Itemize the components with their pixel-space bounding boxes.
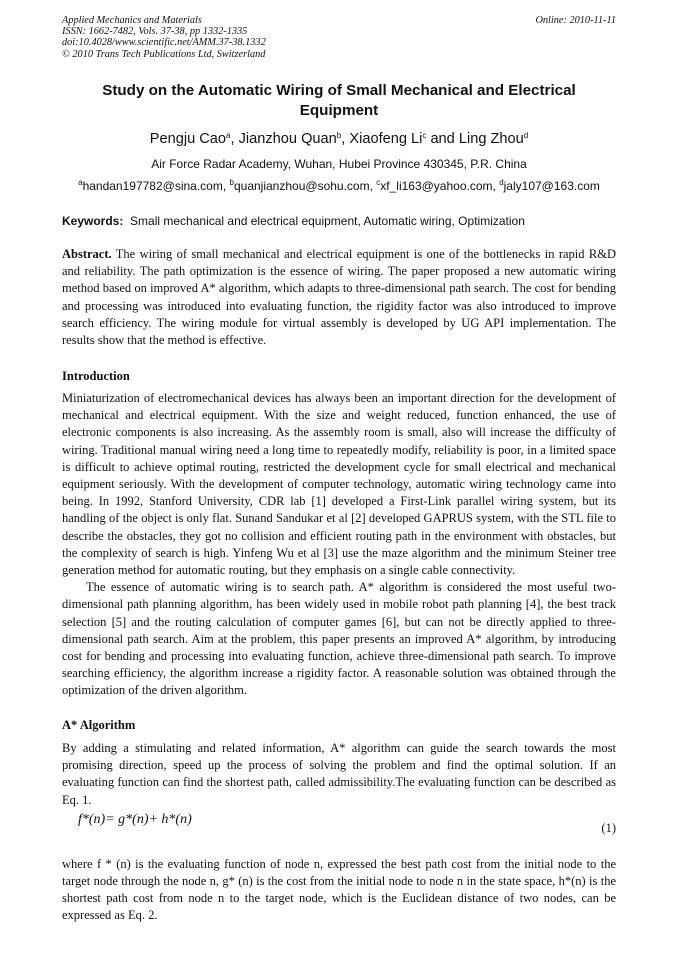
journal-name: Applied Mechanics and Materials [62, 15, 202, 26]
author-sup: c [422, 131, 427, 140]
equation-number: (1) [601, 821, 616, 835]
author-name: Ling Zhou [458, 131, 524, 147]
keywords-label: Keywords: [62, 214, 124, 228]
paragraph: The essence of automatic wiring is to search path. A* algorithm is considered the most useful two-dimensional path planning algorithm, has been widely used in mobile robot path planning [4], the best track selection [5] and the routing calculation of computer games [6], but can not be directly applied to three-dimensional path search. Aim at the problem, this paper presents an improved A* algorithm, by introducing cost for bending and processing into evaluating function, achieve three-dimensional path search. To improve searching efficiency, the algorithm increase a rigidity factor. A reasonable solution was obtained through the optimization of the driven algorithm. [62, 580, 616, 698]
email-sup: d [499, 178, 504, 187]
email-address[interactable]: quanjianzhou@sohu.com [233, 179, 370, 193]
email-address[interactable]: xf_li163@yahoo.com [380, 179, 493, 193]
email-address[interactable]: jaly107@163.com [503, 179, 600, 193]
section-heading-astar: A* Algorithm [62, 718, 136, 732]
abstract [62, 246, 616, 349]
email-list: $^a$handan197782@sina.com, $^b$quanjianzhou@sohu.com, $^c$xf_li163@yahoo.com, $^d$jaly107@163.com [78, 178, 600, 193]
keywords-text: Small mechanical and electrical equipment, Automatic wiring, Optimization [130, 214, 525, 228]
journal-issn: ISSN: 1662-7482, Vols. 37-38, pp 1332-1335 [62, 26, 248, 38]
email-sup: b [229, 178, 234, 187]
paper-title: Study on the Automatic Wiring of Small Mechanical and Electrical Equipment [102, 82, 576, 119]
astar-body-continued [62, 843, 616, 937]
journal-header [62, 15, 616, 60]
online-date: Online: 2010-11-11 [535, 15, 616, 26]
affiliation: Air Force Radar Academy, Wuhan, Hubei Province 430345, P.R. China [151, 157, 527, 171]
journal-doi: doi:10.4028/www.scientific.net/AMM.37-38.1332 [62, 37, 266, 49]
equation-1: f*(n)= g*(n)+ h*(n) [78, 812, 192, 827]
author-name: Pengju Cao [149, 131, 227, 147]
section-heading-introduction: Introduction [62, 369, 130, 383]
abstract-text: The wiring of small mechanical and electrical equipment is one of the bottlenecks in rapid R&D and reliability. The path optimization is the essence of wiring. The paper proposed a new automatic wiring method based on improved A* algorithm, which adapts to three-dimensional path search. The cost for bending and processing was introduced into evaluating function, the rigidity factor was also introduced to improve search efficiency. The wiring module for virtual assembly is developed by UG API implementation. The results show that the method is effective. [62, 247, 616, 348]
author-list: Pengju Cao$^a$, Jianzhou Quan$^b$, Xiaofeng Li$^c$ and Ling Zhou$^d$ [149, 131, 529, 147]
paragraph: where f * (n) is the evaluating function of node n, expressed the best path cost from the initial node to the target node through the node n, g* (n) is the cost from the initial node to node n in the state space, h*(n) is the shortest path cost from node n to the target node, which is the Euclidean distance of two nodes, can be expressed as Eq. 2. [62, 856, 616, 923]
journal-copyright: © 2010 Trans Tech Publications Ltd, Switzerland [62, 48, 266, 60]
author-name: Jianzhou Quan [238, 131, 337, 147]
abstract-label: Abstract. [62, 247, 112, 261]
author-sup: b [336, 131, 342, 140]
introduction-body [62, 390, 616, 700]
author-sup: d [523, 131, 529, 140]
author-name: Xiaofeng Li [349, 131, 423, 147]
keywords [62, 213, 616, 229]
email-sup: c [376, 178, 381, 187]
astar-body [62, 740, 616, 809]
email-address[interactable]: handan197782@sina.com [82, 179, 223, 193]
paragraph: By adding a stimulating and related information, A* algorithm can guide the search towards the most promising direction, speed up the process of solving the problem and find the optimal solution. If an evaluating function can find the shortest path, called admissibility.The evaluating function can be described as Eq. 1. [62, 741, 616, 807]
author-sup: a [226, 131, 231, 140]
paragraph: Miniaturization of electromechanical devices has always been an important direction for the development of mechanical and electrical equipment. With the size and weight reduced, function enhanced, the use of electronic components is also increasing. As the assembly room is small, also will increase the difficulty of wiring. Traditional manual wiring need a long time to repeatedly modify, reliability is poor, in a limited space is difficult to achieve optimal routing, restricted the development cycle for small electrical and mechanical equipment seriously. With the development of computer technology, automatic wiring technology came into being. In 1992, Stanford University, CDR lab [1] developed a First-Link parallel wiring system, but its handling of the object is only flat. Sunand Sandukar et al [2] developed GAPRUS system, with the STL file to describe the obstacles, they got no collision and efficient routing path in the environment with obstacles, but the complexity of search is high. Yinfeng Wu et al [3] use the maze algorithm and the minimum Steiner tree generation method for automatic routing, but they emphasis on a single cable connectivity. [62, 391, 616, 578]
email-sup: a [78, 178, 83, 187]
